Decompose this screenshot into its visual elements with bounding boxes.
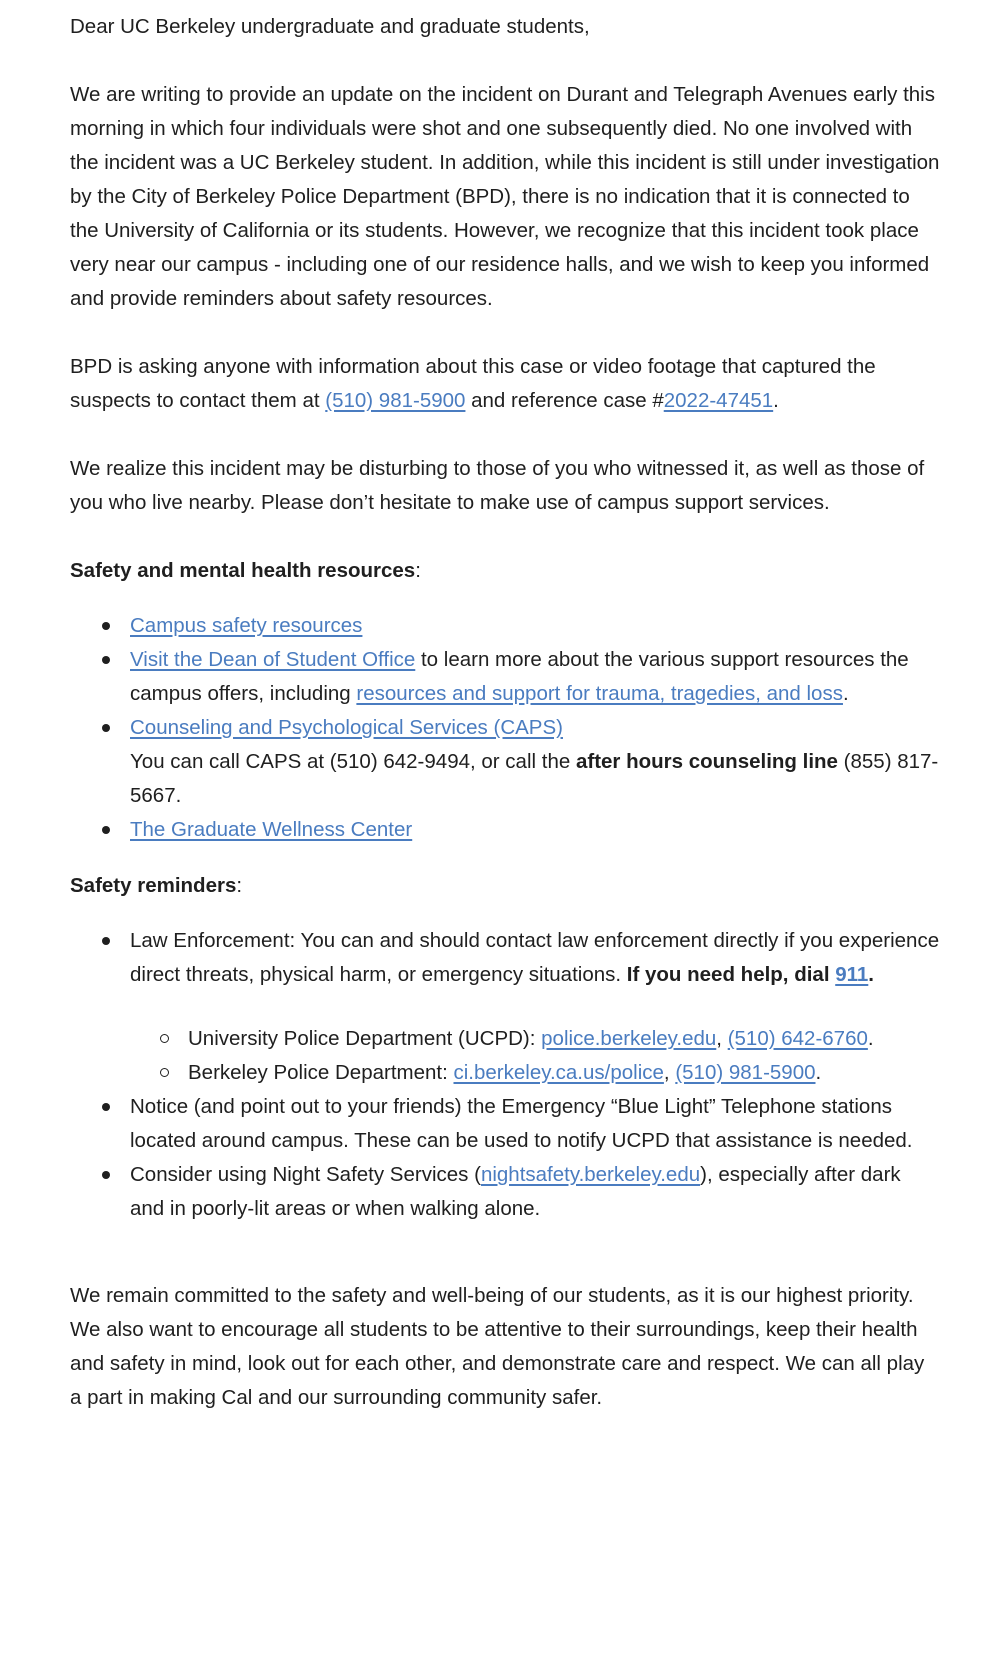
- caps-link[interactable]: Counseling and Psychological Services (CAPS): [130, 716, 563, 739]
- bpd-website-link[interactable]: ci.berkeley.ca.us/police: [453, 1061, 664, 1084]
- police-contacts-list: [130, 1022, 940, 1090]
- bpd-text-after: .: [773, 389, 779, 412]
- ucpd-end: .: [867, 1027, 874, 1050]
- ucpd-phone-link[interactable]: (510) 642-6760: [727, 1027, 868, 1050]
- bpd-end: .: [815, 1061, 822, 1084]
- ucpd-website-link[interactable]: police.berkeley.edu: [541, 1027, 717, 1050]
- bpd-phone-link[interactable]: (510) 981-5900: [325, 389, 466, 412]
- bpd-contact-paragraph: [70, 350, 940, 418]
- after-hours-phone: (855) 817-5667.: [130, 750, 939, 807]
- night-safety-before: Consider using Night Safety Services (: [130, 1163, 481, 1186]
- graduate-wellness-center-link[interactable]: The Graduate Wellness Center: [130, 818, 413, 841]
- list-item: [130, 609, 940, 643]
- blue-light-text: Notice (and point out to your friends) the Emergency “Blue Light” Telephone stations located around campus. These can be used to notify UCPD that assistance is needed.: [130, 1095, 913, 1152]
- law-enforcement-text: Law Enforcement: You can and should contact law enforcement directly if you experience direct threats, physical harm, or emergency situations.: [130, 929, 940, 986]
- list-item: [188, 1022, 940, 1056]
- bpd-phone-link-2[interactable]: (510) 981-5900: [675, 1061, 816, 1084]
- bpd-separator: ,: [663, 1061, 676, 1084]
- ucpd-separator: ,: [716, 1027, 728, 1050]
- resources-list: [70, 609, 940, 847]
- closing-paragraph: We remain committed to the safety and well-being of our students, as it is our highest priority. We also want to encourage all students to be attentive to their surroundings, keep their health and safety in mind, look out for each other, and demonstrate care and respect. We can all play a part in making Cal and our surrounding community safer.: [70, 1284, 925, 1409]
- campus-safety-resources-link[interactable]: Campus safety resources: [130, 614, 363, 637]
- dean-description-end: .: [842, 682, 849, 705]
- reminders-list: [70, 924, 940, 1226]
- bpd-text-middle: and reference case #: [465, 389, 664, 412]
- bpd-label: Berkeley Police Department:: [188, 1061, 454, 1084]
- dial-911-suffix: .: [868, 963, 874, 986]
- list-item: [130, 1158, 940, 1226]
- trauma-support-link[interactable]: resources and support for trauma, tragedies, and loss: [356, 682, 843, 705]
- list-item: [130, 643, 940, 711]
- ucpd-label: University Police Department (UCPD):: [188, 1027, 542, 1050]
- bpd-text-before: BPD is asking anyone with information about this case or video footage that captured the suspects to contact them at: [70, 355, 876, 412]
- 911-link[interactable]: 911: [835, 963, 869, 986]
- list-item: [130, 1090, 940, 1158]
- resources-heading-text: Safety and mental health resources: [70, 559, 416, 582]
- reminders-heading-colon: :: [236, 874, 243, 897]
- resources-heading-colon: :: [415, 559, 421, 582]
- dean-description: to learn more about the various support resources the campus offers, including: [130, 648, 909, 705]
- night-safety-after: ), especially after dark and in poorly-lit areas or when walking alone.: [130, 1163, 901, 1220]
- list-item: [130, 813, 940, 847]
- case-number-link[interactable]: 2022-47451: [663, 389, 774, 412]
- support-paragraph: We realize this incident may be disturbing to those of you who witnessed it, as well as those of you who live nearby. Please don’t hesitate to make use of campus support services.: [70, 457, 925, 514]
- reminders-heading: [70, 869, 940, 903]
- dean-of-students-link[interactable]: Visit the Dean of Student Office: [130, 648, 416, 671]
- dial-911-text: [627, 963, 874, 986]
- after-hours-line-label: after hours counseling line: [575, 750, 838, 773]
- list-item: [130, 924, 940, 1090]
- night-safety-link[interactable]: nightsafety.berkeley.edu: [480, 1163, 701, 1186]
- dial-911-prefix: If you need help, dial: [626, 963, 836, 986]
- reminders-heading-text: Safety reminders: [70, 874, 237, 897]
- list-item: [130, 711, 940, 813]
- greeting: Dear UC Berkeley undergraduate and graduate students,: [70, 15, 590, 38]
- resources-heading: [70, 554, 940, 588]
- incident-update-paragraph: We are writing to provide an update on the incident on Durant and Telegraph Avenues early this morning in which four individuals were shot and one subsequently died. No one involved with the incident was a UC Berkeley student. In addition, while this incident is still under investigation by the City of Berkeley Police Department (BPD), there is no indication that it is connected to the University of California or its students. However, we recognize that this incident took place very near our campus - including one of our residence halls, and we wish to keep you informed and provide reminders about safety resources.: [70, 83, 940, 310]
- list-item: [188, 1056, 940, 1090]
- caps-phone-text: You can call CAPS at (510) 642-9494, or call the: [130, 750, 576, 773]
